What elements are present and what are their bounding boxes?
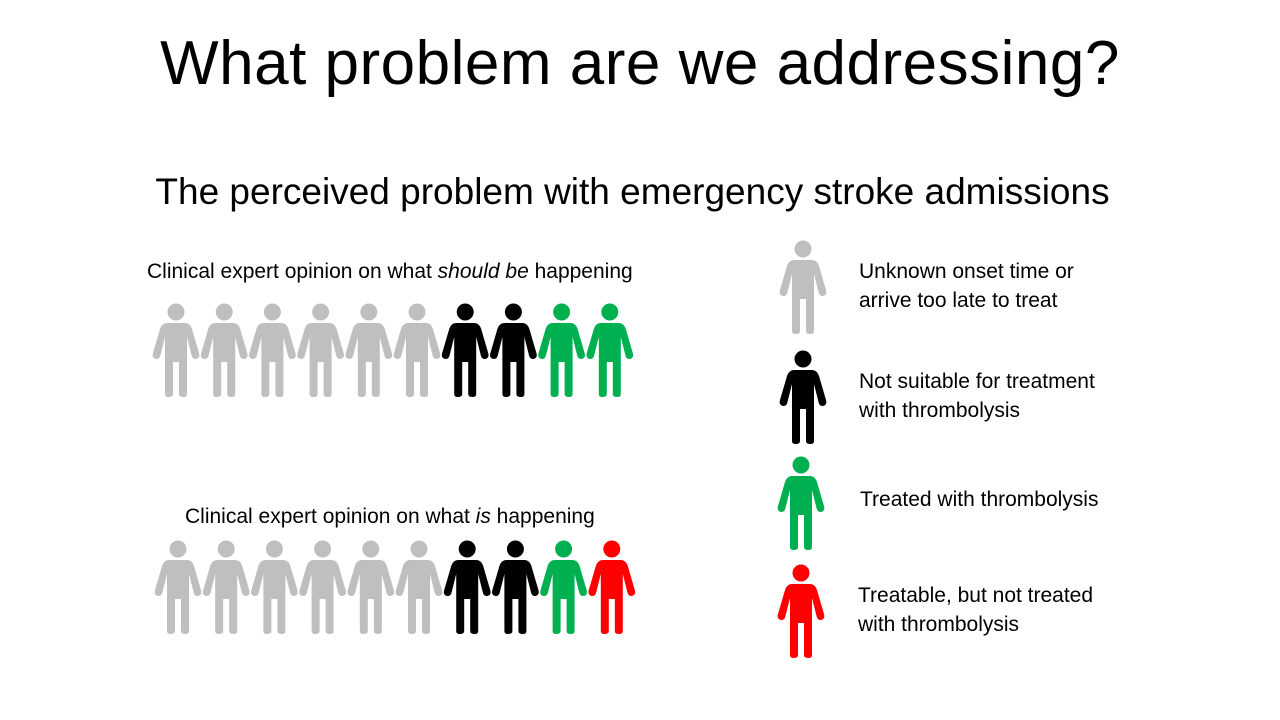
caption-suffix: happening xyxy=(490,505,595,528)
caption-emphasis: is xyxy=(475,505,491,528)
caption-suffix: happening xyxy=(528,260,633,283)
legend-label-treatable-not-treated xyxy=(858,581,1093,639)
person-icon-black xyxy=(442,304,489,398)
slide-title: What problem are we addressing? xyxy=(160,29,1120,98)
person-icon-grey xyxy=(347,541,394,635)
legend-line: Treatable, but not treated xyxy=(858,584,1094,607)
legend-label-treated xyxy=(860,485,1098,514)
person-icon-green xyxy=(540,541,587,635)
person-icon-black xyxy=(492,541,539,635)
legend-line: Treated with thrombolysis xyxy=(860,488,1099,511)
caption-emphasis: should be xyxy=(437,260,529,283)
legend-figure-black xyxy=(779,350,827,444)
legend-line: Not suitable for treatment xyxy=(859,370,1095,393)
person-icon-grey xyxy=(153,304,200,398)
person-icon-grey xyxy=(203,541,250,635)
person-icon-red xyxy=(778,565,825,659)
person-icon-red xyxy=(588,541,635,635)
caption-prefix: Clinical expert opinion on what xyxy=(185,505,476,528)
legend-line: Unknown onset time or xyxy=(859,260,1074,283)
figure-row-should-be xyxy=(152,303,642,397)
caption-is-happening xyxy=(185,504,595,529)
person-icon-green xyxy=(586,304,633,398)
person-icon-grey xyxy=(251,541,298,635)
person-icon-grey xyxy=(396,541,443,635)
person-icon-black xyxy=(444,541,491,635)
person-icon-grey xyxy=(299,541,346,635)
legend-line: with thrombolysis xyxy=(859,399,1021,422)
person-icon-grey xyxy=(297,304,344,398)
slide-subtitle: The perceived problem with emergency stroke admissions xyxy=(155,171,1110,212)
person-icon-grey xyxy=(155,541,202,635)
person-icon-green xyxy=(538,304,585,398)
legend-label-not-suitable xyxy=(859,367,1095,425)
legend-line: arrive too late to treat xyxy=(859,289,1058,312)
figure-row-is xyxy=(154,540,644,634)
person-icon-grey xyxy=(345,304,392,398)
caption-should-be-happening xyxy=(147,259,633,284)
person-icon-grey xyxy=(394,304,441,398)
legend-figure-red xyxy=(777,564,825,658)
person-icon-green xyxy=(778,457,825,551)
legend-line: with thrombolysis xyxy=(858,613,1020,636)
person-icon-grey xyxy=(201,304,248,398)
person-icon-grey xyxy=(249,304,296,398)
caption-prefix: Clinical expert opinion on what xyxy=(147,260,438,283)
legend-label-unknown-onset xyxy=(859,257,1074,315)
legend-figure-grey xyxy=(779,240,827,334)
person-icon-grey xyxy=(780,241,827,335)
legend-figure-green xyxy=(777,456,825,550)
person-icon-black xyxy=(490,304,537,398)
person-icon-black xyxy=(780,351,827,445)
